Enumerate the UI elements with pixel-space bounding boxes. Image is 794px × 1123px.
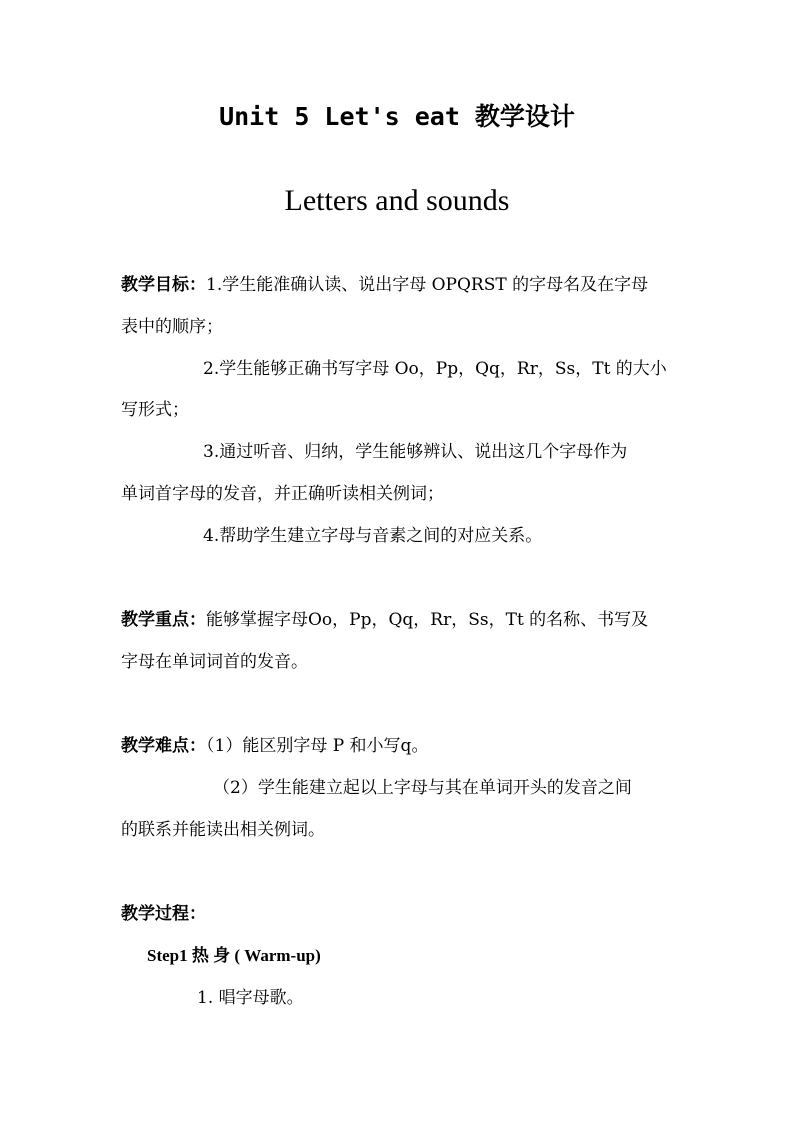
- objectives-line-1: [121, 272, 648, 298]
- objectives-item-1: 1.学生能准确认读、说出字母 OPQRST 的字母名及在字母: [206, 275, 649, 295]
- difficulties-item-2: （2）学生能建立起以上字母与其在单词开头的发音之间: [213, 778, 632, 798]
- key-points-line-1: [121, 607, 648, 633]
- difficulties-line-1: [121, 733, 428, 759]
- objectives-label: 教学目标：: [121, 275, 206, 295]
- process-step-1: Step1 热 身 ( Warm-up): [147, 946, 321, 965]
- difficulties-item-2-cont: 的联系并能读出相关例词。: [121, 820, 325, 840]
- key-points-label: 教学重点：: [121, 610, 206, 630]
- objectives-item-1-cont: 表中的顺序；: [121, 317, 223, 337]
- objectives-item-2: 2.学生能够正确书写字母 Oo，Pp，Qq，Rr，Ss，Tt 的大小: [203, 359, 667, 379]
- process-label: 教学过程：: [121, 904, 206, 924]
- key-points-text-cont: 字母在单词词首的发音。: [121, 652, 308, 672]
- objectives-item-2-cont: 写形式；: [121, 400, 189, 420]
- difficulties-item-1: （1）能区别字母 P 和小写q。: [206, 736, 429, 756]
- document-subtitle: Letters and sounds: [284, 184, 510, 217]
- key-points-text: 能够掌握字母Oo，Pp，Qq，Rr，Ss，Tt 的名称、书写及: [206, 610, 649, 630]
- document-title: Unit 5 Let's eat 教学设计: [219, 102, 575, 131]
- objectives-item-3-cont: 单词首字母的发音，并正确听读相关例词；: [121, 484, 444, 504]
- objectives-item-3: 3.通过听音、归纳，学生能够辨认、说出这几个字母作为: [203, 442, 628, 462]
- process-step-1-item-1: 1. 唱字母歌。: [197, 988, 304, 1008]
- objectives-item-4: 4.帮助学生建立字母与音素之间的对应关系。: [203, 526, 543, 546]
- difficulties-label: 教学难点：: [121, 736, 206, 756]
